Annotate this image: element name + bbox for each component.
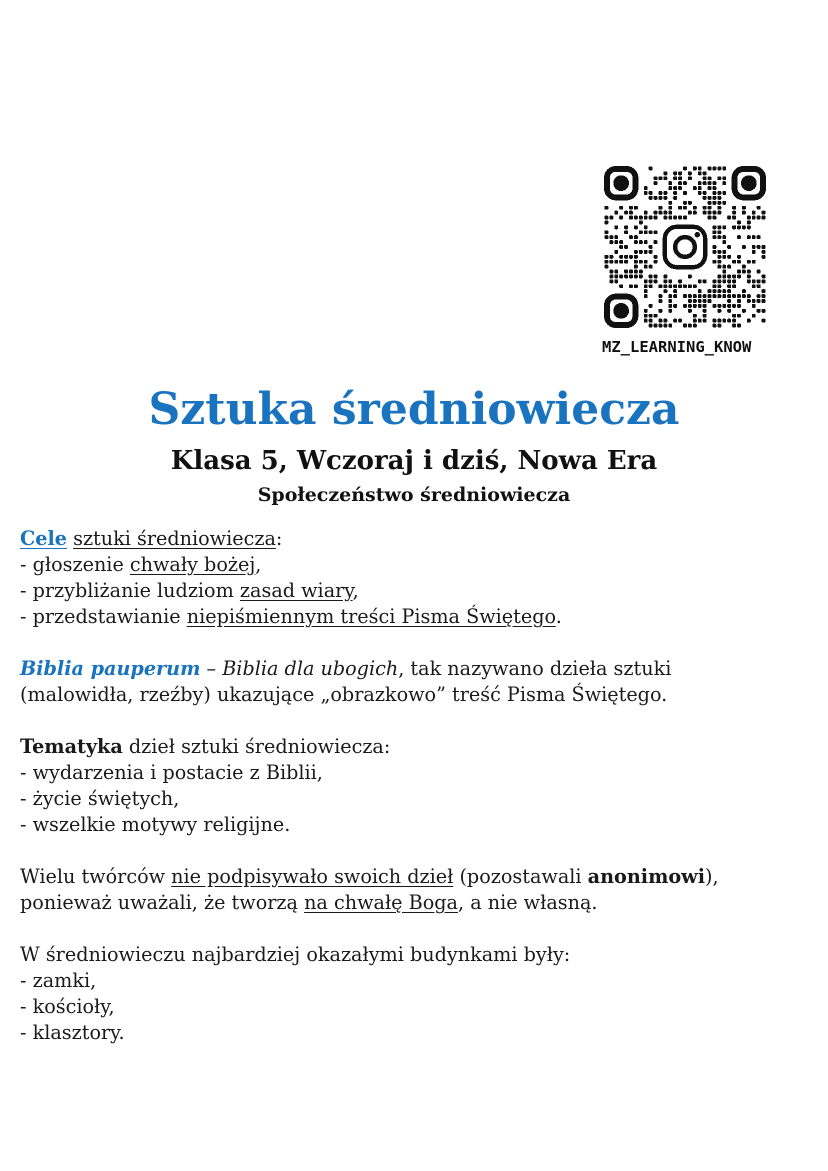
buildings-item: - zamki, bbox=[20, 969, 97, 992]
goals-item bbox=[20, 578, 820, 604]
goals-colon: : bbox=[275, 527, 283, 550]
buildings-heading: W średniowieczu najbardziej okazałymi budynkami były: bbox=[20, 943, 571, 966]
page-title: Sztuka średniowiecza bbox=[148, 384, 680, 435]
artists-text: Wielu twórców bbox=[20, 865, 172, 888]
goals-item-suffix: , bbox=[352, 579, 359, 602]
artists-text: , a nie własną. bbox=[458, 891, 598, 914]
artists-underlined: na chwałę Boga bbox=[304, 891, 458, 914]
goals-heading bbox=[20, 526, 820, 552]
document-body bbox=[20, 526, 820, 1046]
goals-item-key: chwały bożej bbox=[129, 553, 256, 576]
artists-line-2 bbox=[20, 890, 820, 916]
section-title: Społeczeństwo średniowiecza bbox=[257, 484, 571, 506]
artists-line-1 bbox=[20, 864, 820, 890]
goals-term: Cele bbox=[20, 527, 67, 550]
instagram-handle: MZ_LEARNING_KNOW bbox=[602, 338, 752, 356]
themes-item: - wszelkie motywy religijne. bbox=[20, 813, 291, 836]
themes-lead: dzieł sztuki średniowiecza: bbox=[122, 735, 391, 758]
biblia-dash: – bbox=[200, 657, 223, 680]
artists-text: ponieważ uważali, że tworzą bbox=[20, 891, 305, 914]
buildings-item: - klasztory. bbox=[20, 1021, 125, 1044]
artists-underlined: nie podpisywało swoich dzieł bbox=[171, 865, 454, 888]
goals-item-key: niepiśmiennym treści Pisma Świętego bbox=[186, 605, 556, 628]
goals-item-prefix: - przybliżanie ludziom bbox=[20, 579, 240, 602]
biblia-line1-rest: , tak nazywano dzieła sztuki bbox=[398, 657, 672, 680]
artists-bold: anonimowi bbox=[587, 865, 705, 888]
biblia-italic: Biblia dla ubogich bbox=[222, 657, 399, 680]
themes-heading bbox=[20, 734, 820, 760]
goals-item-key: zasad wiary bbox=[239, 579, 353, 602]
qr-block bbox=[604, 166, 766, 356]
themes-item: - wydarzenia i postacie z Biblii, bbox=[20, 761, 323, 784]
goals-item bbox=[20, 552, 820, 578]
instagram-qr-code-icon bbox=[604, 166, 766, 328]
biblia-term: Biblia pauperum bbox=[20, 657, 201, 680]
themes-item: - życie świętych, bbox=[20, 787, 180, 810]
goals-item-suffix: , bbox=[255, 553, 262, 576]
buildings-item: - kościoły, bbox=[20, 995, 115, 1018]
goals-item-prefix: - przedstawianie bbox=[20, 605, 187, 628]
page-subtitle: Klasa 5, Wczoraj i dziś, Nowa Era bbox=[170, 446, 658, 476]
biblia-line-2: (malowidła, rzeźby) ukazujące „obrazkowo” treść Pisma Świętego. bbox=[20, 683, 668, 706]
biblia-line-1 bbox=[20, 656, 820, 682]
goals-item-suffix: . bbox=[555, 605, 562, 628]
goals-lead: sztuki średniowiecza bbox=[73, 527, 276, 550]
themes-term: Tematyka bbox=[20, 735, 123, 758]
goals-item-prefix: - głoszenie bbox=[20, 553, 130, 576]
goals-item bbox=[20, 604, 820, 630]
artists-text: (pozostawali bbox=[453, 865, 588, 888]
artists-text: ), bbox=[704, 865, 719, 888]
